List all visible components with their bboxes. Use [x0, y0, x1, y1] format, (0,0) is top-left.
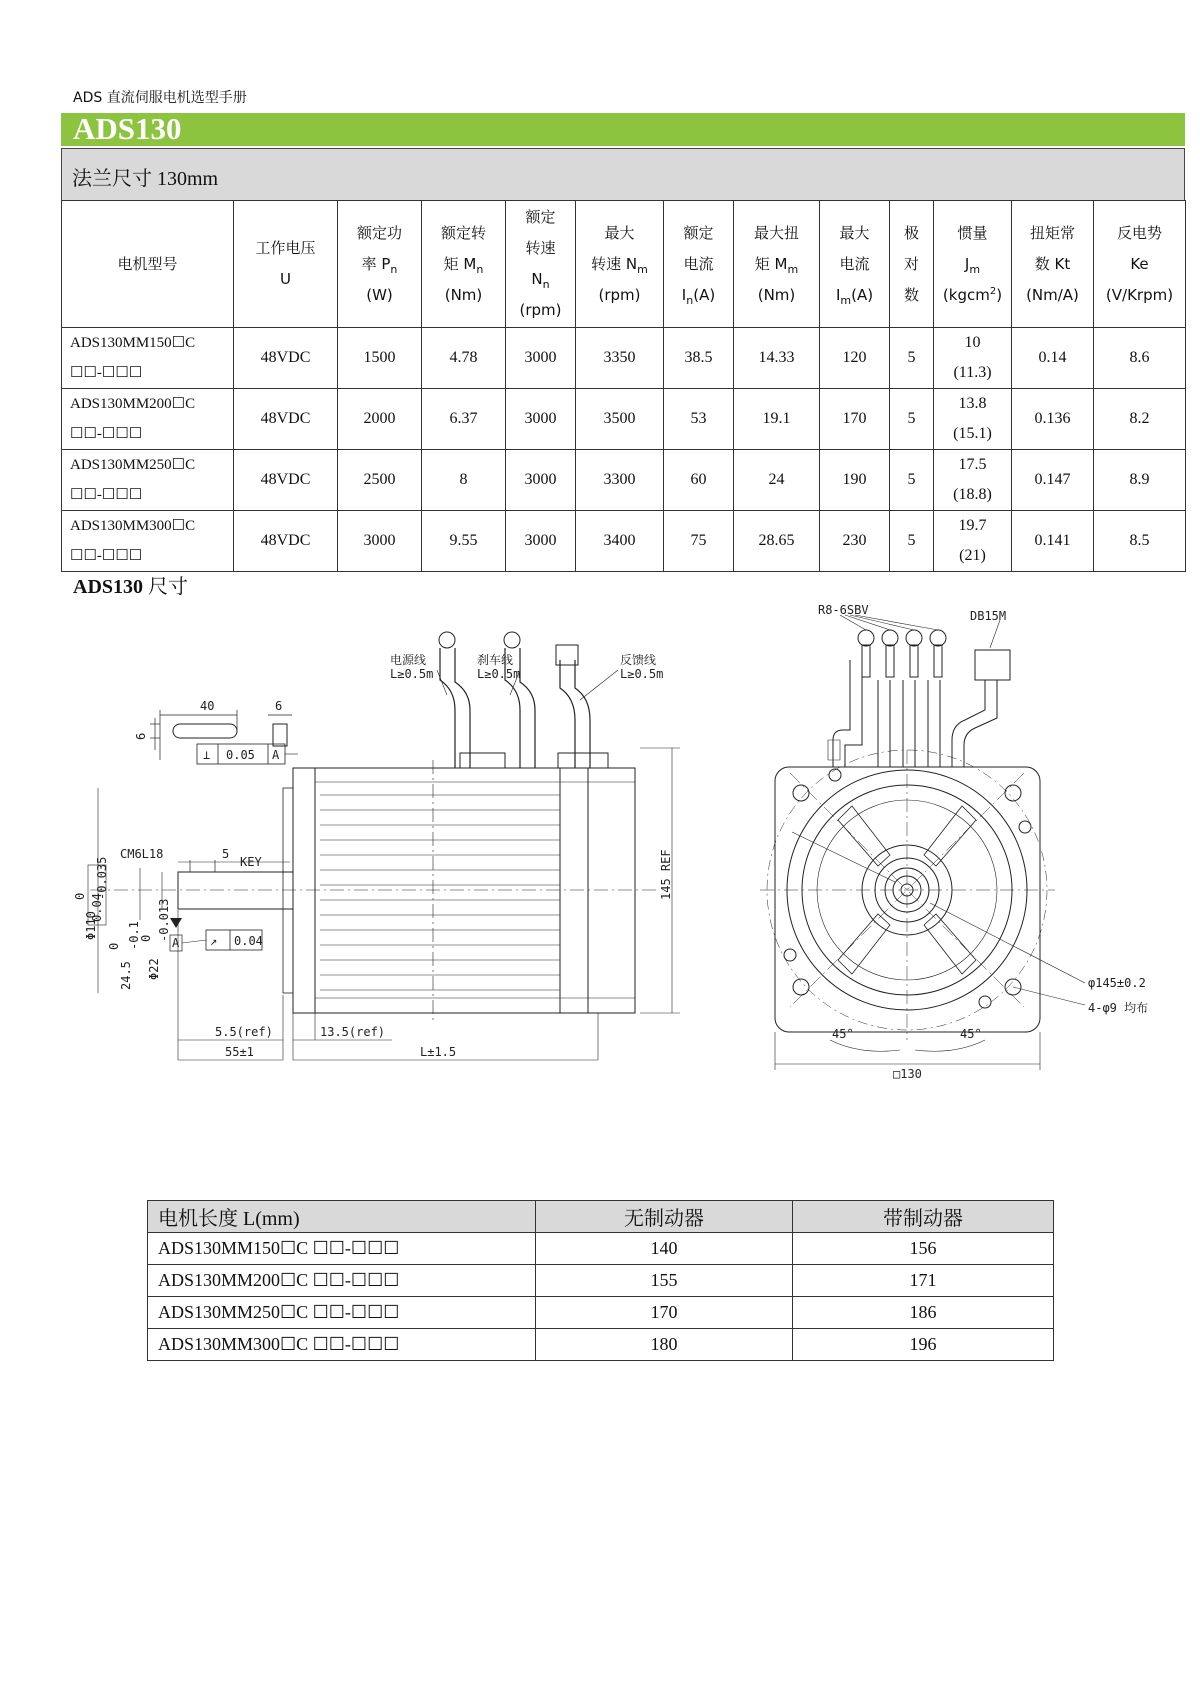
cell-max-torque: 14.33	[734, 328, 820, 389]
cell-max-torque: 19.1	[734, 389, 820, 450]
key-length-label: 40	[200, 699, 215, 713]
cell-power: 3000	[338, 511, 422, 572]
document-header: ADS 直流伺服电机选型手册	[73, 90, 247, 106]
cell-ke: 8.6	[1094, 328, 1186, 389]
brake-cable-length: L≥0.5m	[477, 667, 521, 681]
key-dim-label: 5	[222, 847, 230, 861]
cell-max-speed: 3400	[576, 511, 664, 572]
length-cell-no-brake: 140	[536, 1233, 793, 1265]
col-power: 额定功 率 $P_n$ (W)	[338, 201, 422, 328]
dim-24-5-upper: 0	[107, 942, 121, 950]
cell-kt: 0.136	[1012, 389, 1094, 450]
key-width-label: 6	[275, 699, 283, 713]
length-cell-model: ADS130MM250☐C ☐☐-☐☐☐	[148, 1297, 536, 1329]
holes-label: 4-φ9 均布	[1088, 1001, 1149, 1015]
cell-speed: 3000	[506, 511, 576, 572]
length-cell-no-brake: 170	[536, 1297, 793, 1329]
cell-max-current: 120	[820, 328, 890, 389]
model-banner	[61, 113, 1185, 146]
cell-speed: 3000	[506, 450, 576, 511]
col-poles: 极 对 数	[890, 201, 934, 328]
cell-model: ADS130MM300☐C ☐☐-☐☐☐	[62, 511, 234, 572]
length-col-model: 电机长度 L(mm)	[148, 1201, 536, 1233]
cell-inertia: 13.8 (15.1)	[934, 389, 1012, 450]
cell-model: ADS130MM250☐C ☐☐-☐☐☐	[62, 450, 234, 511]
cell-current: 75	[664, 511, 734, 572]
col-max-torque: 最大扭 矩 $M_m$ (Nm)	[734, 201, 820, 328]
length-row	[148, 1233, 1054, 1265]
cell-poles: 5	[890, 328, 934, 389]
dia-22-upper: 0	[139, 934, 153, 942]
angle-left-label: 45°	[832, 1027, 854, 1041]
cell-voltage: 48VDC	[234, 328, 338, 389]
cell-inertia: 17.5 (18.8)	[934, 450, 1012, 511]
cell-speed: 3000	[506, 328, 576, 389]
cell-max-torque: 24	[734, 450, 820, 511]
cell-max-speed: 3350	[576, 328, 664, 389]
square-label: □130	[893, 1067, 922, 1081]
cell-kt: 0.14	[1012, 328, 1094, 389]
feedback-cable-label: 反馈线	[620, 653, 657, 667]
height-ref-label: 145 REF	[659, 849, 673, 900]
col-max-speed: 最大 转速 $N_m$ (rpm)	[576, 201, 664, 328]
dia-110-lower: -0.035	[95, 856, 109, 900]
cell-kt: 0.147	[1012, 450, 1094, 511]
length-cell-with-brake: 171	[793, 1265, 1054, 1297]
connector-label: DB15M	[970, 609, 1007, 623]
banner-title: ADS130	[73, 111, 182, 146]
length-cell-no-brake: 155	[536, 1265, 793, 1297]
feedback-cable-length: L≥0.5m	[620, 667, 664, 681]
angle-right-label: 45°	[960, 1027, 982, 1041]
power-cable-length: L≥0.5m	[390, 667, 434, 681]
dimension-title-model: ADS130	[73, 576, 144, 598]
cell-voltage: 48VDC	[234, 389, 338, 450]
cell-max-torque: 28.65	[734, 511, 820, 572]
power-cable-label: 电源线	[390, 653, 427, 667]
length-row	[148, 1265, 1054, 1297]
length-col-no-brake: 无制动器	[536, 1201, 793, 1233]
cell-ke: 8.5	[1094, 511, 1186, 572]
cell-torque: 9.55	[422, 511, 506, 572]
key-label: KEY	[240, 855, 262, 869]
ref-13-5-label: 13.5(ref)	[320, 1025, 386, 1039]
spec-row	[62, 450, 1186, 511]
dia-22-label: Φ22	[147, 958, 161, 980]
terminal-label: R8-6SBV	[818, 603, 869, 617]
ref-5-5-label: 5.5(ref)	[215, 1025, 273, 1039]
col-model: 电机型号	[62, 201, 234, 328]
length-cell-with-brake: 196	[793, 1329, 1054, 1361]
col-torque: 额定转 矩 $M_n$ (Nm)	[422, 201, 506, 328]
concentric-tolerance: 0.04	[90, 893, 104, 922]
cell-current: 53	[664, 389, 734, 450]
cell-poles: 5	[890, 389, 934, 450]
col-max-current: 最大 电流 $I_m(A)$	[820, 201, 890, 328]
dimension-section-title	[73, 570, 188, 599]
cell-power: 2000	[338, 389, 422, 450]
spec-row	[62, 389, 1186, 450]
perp-datum: A	[272, 748, 280, 762]
cell-kt: 0.141	[1012, 511, 1094, 572]
length-cell-no-brake: 180	[536, 1329, 793, 1361]
pcd-label: φ145±0.2	[1088, 976, 1146, 990]
spec-row	[62, 328, 1186, 389]
dimension-title-suffix: 尺寸	[143, 576, 189, 598]
perp-symbol: ⊥	[203, 748, 211, 762]
length-cell-with-brake: 156	[793, 1233, 1054, 1265]
dia-110-label: Φ110	[84, 911, 98, 940]
col-kt: 扭矩常 数 Kt (Nm/A)	[1012, 201, 1094, 328]
cell-max-current: 190	[820, 450, 890, 511]
cell-model: ADS130MM150☐C ☐☐-☐☐☐	[62, 328, 234, 389]
cell-torque: 4.78	[422, 328, 506, 389]
cell-power: 1500	[338, 328, 422, 389]
key-height-label: 6	[134, 732, 148, 740]
cell-poles: 5	[890, 511, 934, 572]
cell-model: ADS130MM200☐C ☐☐-☐☐☐	[62, 389, 234, 450]
length-row	[148, 1297, 1054, 1329]
brake-cable-label: 刹车线	[477, 653, 514, 667]
spec-header-row	[62, 201, 1186, 328]
cell-ke: 8.2	[1094, 389, 1186, 450]
thread-label: CM6L18	[120, 847, 164, 861]
spec-row	[62, 511, 1186, 572]
col-ke: 反电势 Ke (V/Krpm)	[1094, 201, 1186, 328]
runout-tolerance: 0.04	[234, 934, 263, 948]
dia-110-upper: 0	[73, 892, 87, 900]
col-speed: 额定 转速 $N_n$ (rpm)	[506, 201, 576, 328]
dim-24-5-label: 24.5	[119, 961, 133, 990]
length-cell-model: ADS130MM300☐C ☐☐-☐☐☐	[148, 1329, 536, 1361]
side-view	[73, 632, 680, 1060]
cell-ke: 8.9	[1094, 450, 1186, 511]
cell-torque: 6.37	[422, 389, 506, 450]
flange-size-bar	[61, 148, 1185, 201]
cell-max-speed: 3500	[576, 389, 664, 450]
runout-datum: A	[172, 936, 180, 950]
cell-max-current: 170	[820, 389, 890, 450]
runout-symbol: ↗	[210, 934, 218, 948]
length-table	[147, 1200, 1054, 1361]
cell-current: 38.5	[664, 328, 734, 389]
cell-voltage: 48VDC	[234, 450, 338, 511]
cell-power: 2500	[338, 450, 422, 511]
dimension-drawing	[0, 600, 1200, 1160]
dim-24-5-lower: -0.1	[127, 921, 141, 950]
spec-table	[61, 200, 1186, 572]
cell-current: 60	[664, 450, 734, 511]
dia-22-lower: -0.013	[157, 898, 171, 942]
perp-tolerance: 0.05	[226, 748, 255, 762]
flange-size-label: 法兰尺寸 130mm	[72, 168, 219, 190]
col-inertia: 惯量 $J_m$ (kgcm$^2$)	[934, 201, 1012, 328]
length-header-row	[148, 1201, 1054, 1233]
cell-voltage: 48VDC	[234, 511, 338, 572]
cell-poles: 5	[890, 450, 934, 511]
front-view	[760, 603, 1148, 1081]
body-length-label: L±1.5	[420, 1045, 457, 1059]
cell-max-current: 230	[820, 511, 890, 572]
length-cell-with-brake: 186	[793, 1297, 1054, 1329]
shaft-length-label: 55±1	[225, 1045, 254, 1059]
cell-torque: 8	[422, 450, 506, 511]
cell-inertia: 10 (11.3)	[934, 328, 1012, 389]
length-col-with-brake: 带制动器	[793, 1201, 1054, 1233]
cell-inertia: 19.7 (21)	[934, 511, 1012, 572]
length-cell-model: ADS130MM150☐C ☐☐-☐☐☐	[148, 1233, 536, 1265]
col-voltage: 工作电压 U	[234, 201, 338, 328]
cell-speed: 3000	[506, 389, 576, 450]
length-row	[148, 1329, 1054, 1361]
cell-max-speed: 3300	[576, 450, 664, 511]
length-cell-model: ADS130MM200☐C ☐☐-☐☐☐	[148, 1265, 536, 1297]
col-current: 额定 电流 $I_n(A)$	[664, 201, 734, 328]
